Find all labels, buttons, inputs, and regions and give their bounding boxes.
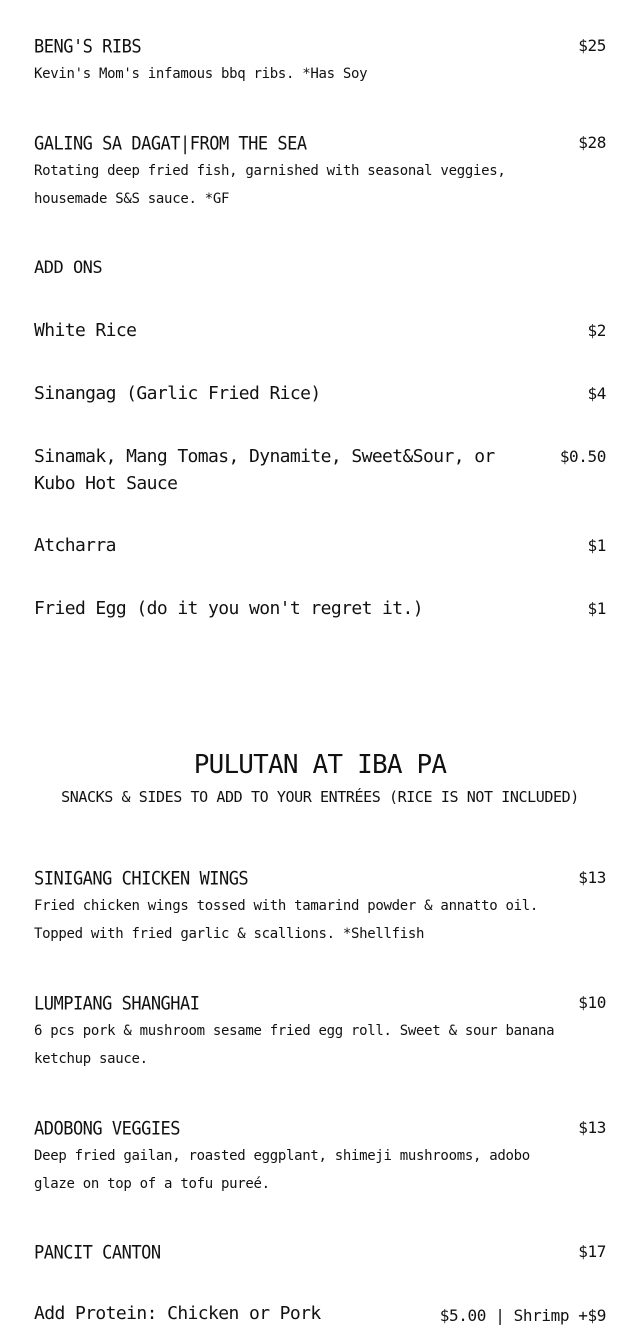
addon-price: $1 (587, 536, 606, 555)
menu-item-name: SINIGANG CHICKEN WINGS (34, 868, 249, 890)
menu-item-price: $25 (578, 36, 606, 55)
addon-price: $5.00 | Shrimp +$9 (439, 1306, 606, 1325)
menu-item-lumpiang-shanghai (34, 992, 606, 1073)
addon-item-atcharra (34, 532, 606, 559)
menu-item-description: 6 pcs pork & mushroom sesame fried egg roll. Sweet & sour banana ketchup sauce. (34, 1023, 555, 1067)
menu-item-price: $17 (578, 1242, 606, 1261)
section-title: PULUTAN AT IBA PA (193, 750, 447, 780)
menu-item-name: BENG'S RIBS (34, 36, 142, 58)
addons-title: ADD ONS (34, 258, 103, 278)
menu-item-price: $13 (578, 868, 606, 887)
addon-name: Add Protein: Chicken or Pork (34, 1303, 321, 1324)
menu-item-name: PANCIT CANTON (34, 1242, 161, 1264)
menu-item-description: Fried chicken wings tossed with tamarind powder & annatto oil. Topped with fried garlic & scallions. *Shellfish (34, 898, 538, 942)
menu-item-price: $28 (578, 133, 606, 152)
menu-item-name: ADOBONG VEGGIES (34, 1118, 181, 1140)
menu-item-adobong-veggies (34, 1117, 606, 1198)
addon-price: $1 (587, 599, 606, 618)
menu-item-description: Rotating deep fried fish, garnished with seasonal veggies, housemade S&S sauce. *GF (34, 163, 506, 207)
addon-name: Fried Egg (do it you won't regret it.) (34, 598, 424, 619)
menu-item-price: $10 (578, 993, 606, 1012)
menu-item-pancit-canton (34, 1241, 606, 1263)
addon-price: $2 (587, 321, 606, 340)
addon-name: Sinangag (Garlic Fried Rice) (34, 383, 321, 404)
menu-item-name: GALING SA DAGAT|FROM THE SEA (34, 133, 307, 155)
menu-item-description: Kevin's Mom's infamous bbq ribs. *Has Soy (34, 66, 368, 82)
addon-item-sauces (34, 443, 606, 497)
menu-item-sinigang-wings (34, 867, 606, 948)
addon-item-garlic-fried-rice (34, 380, 606, 407)
addon-name: Sinamak, Mang Tomas, Dynamite, Sweet&Sour, or Kubo Hot Sauce (34, 446, 495, 494)
addon-name: Atcharra (34, 535, 116, 556)
addon-item-fried-egg (34, 595, 606, 622)
addons-heading (34, 257, 606, 279)
section-subtitle: SNACKS & SIDES TO ADD TO YOUR ENTRÉES (RICE IS NOT INCLUDED) (61, 788, 579, 806)
addon-price: $0.50 (559, 447, 606, 466)
menu-item-price: $13 (578, 1118, 606, 1137)
menu-item-from-the-sea (34, 132, 606, 213)
menu-item-bengs-ribs (34, 35, 606, 88)
menu-item-name: LUMPIANG SHANGHAI (34, 993, 200, 1015)
addon-protein (34, 1302, 606, 1327)
addon-price: $4 (587, 384, 606, 403)
menu-item-description: Deep fried gailan, roasted eggplant, shimeji mushrooms, adobo glaze on top of a tofu pureé. (34, 1148, 530, 1192)
addon-name: White Rice (34, 320, 137, 341)
addon-item-white-rice (34, 317, 606, 344)
